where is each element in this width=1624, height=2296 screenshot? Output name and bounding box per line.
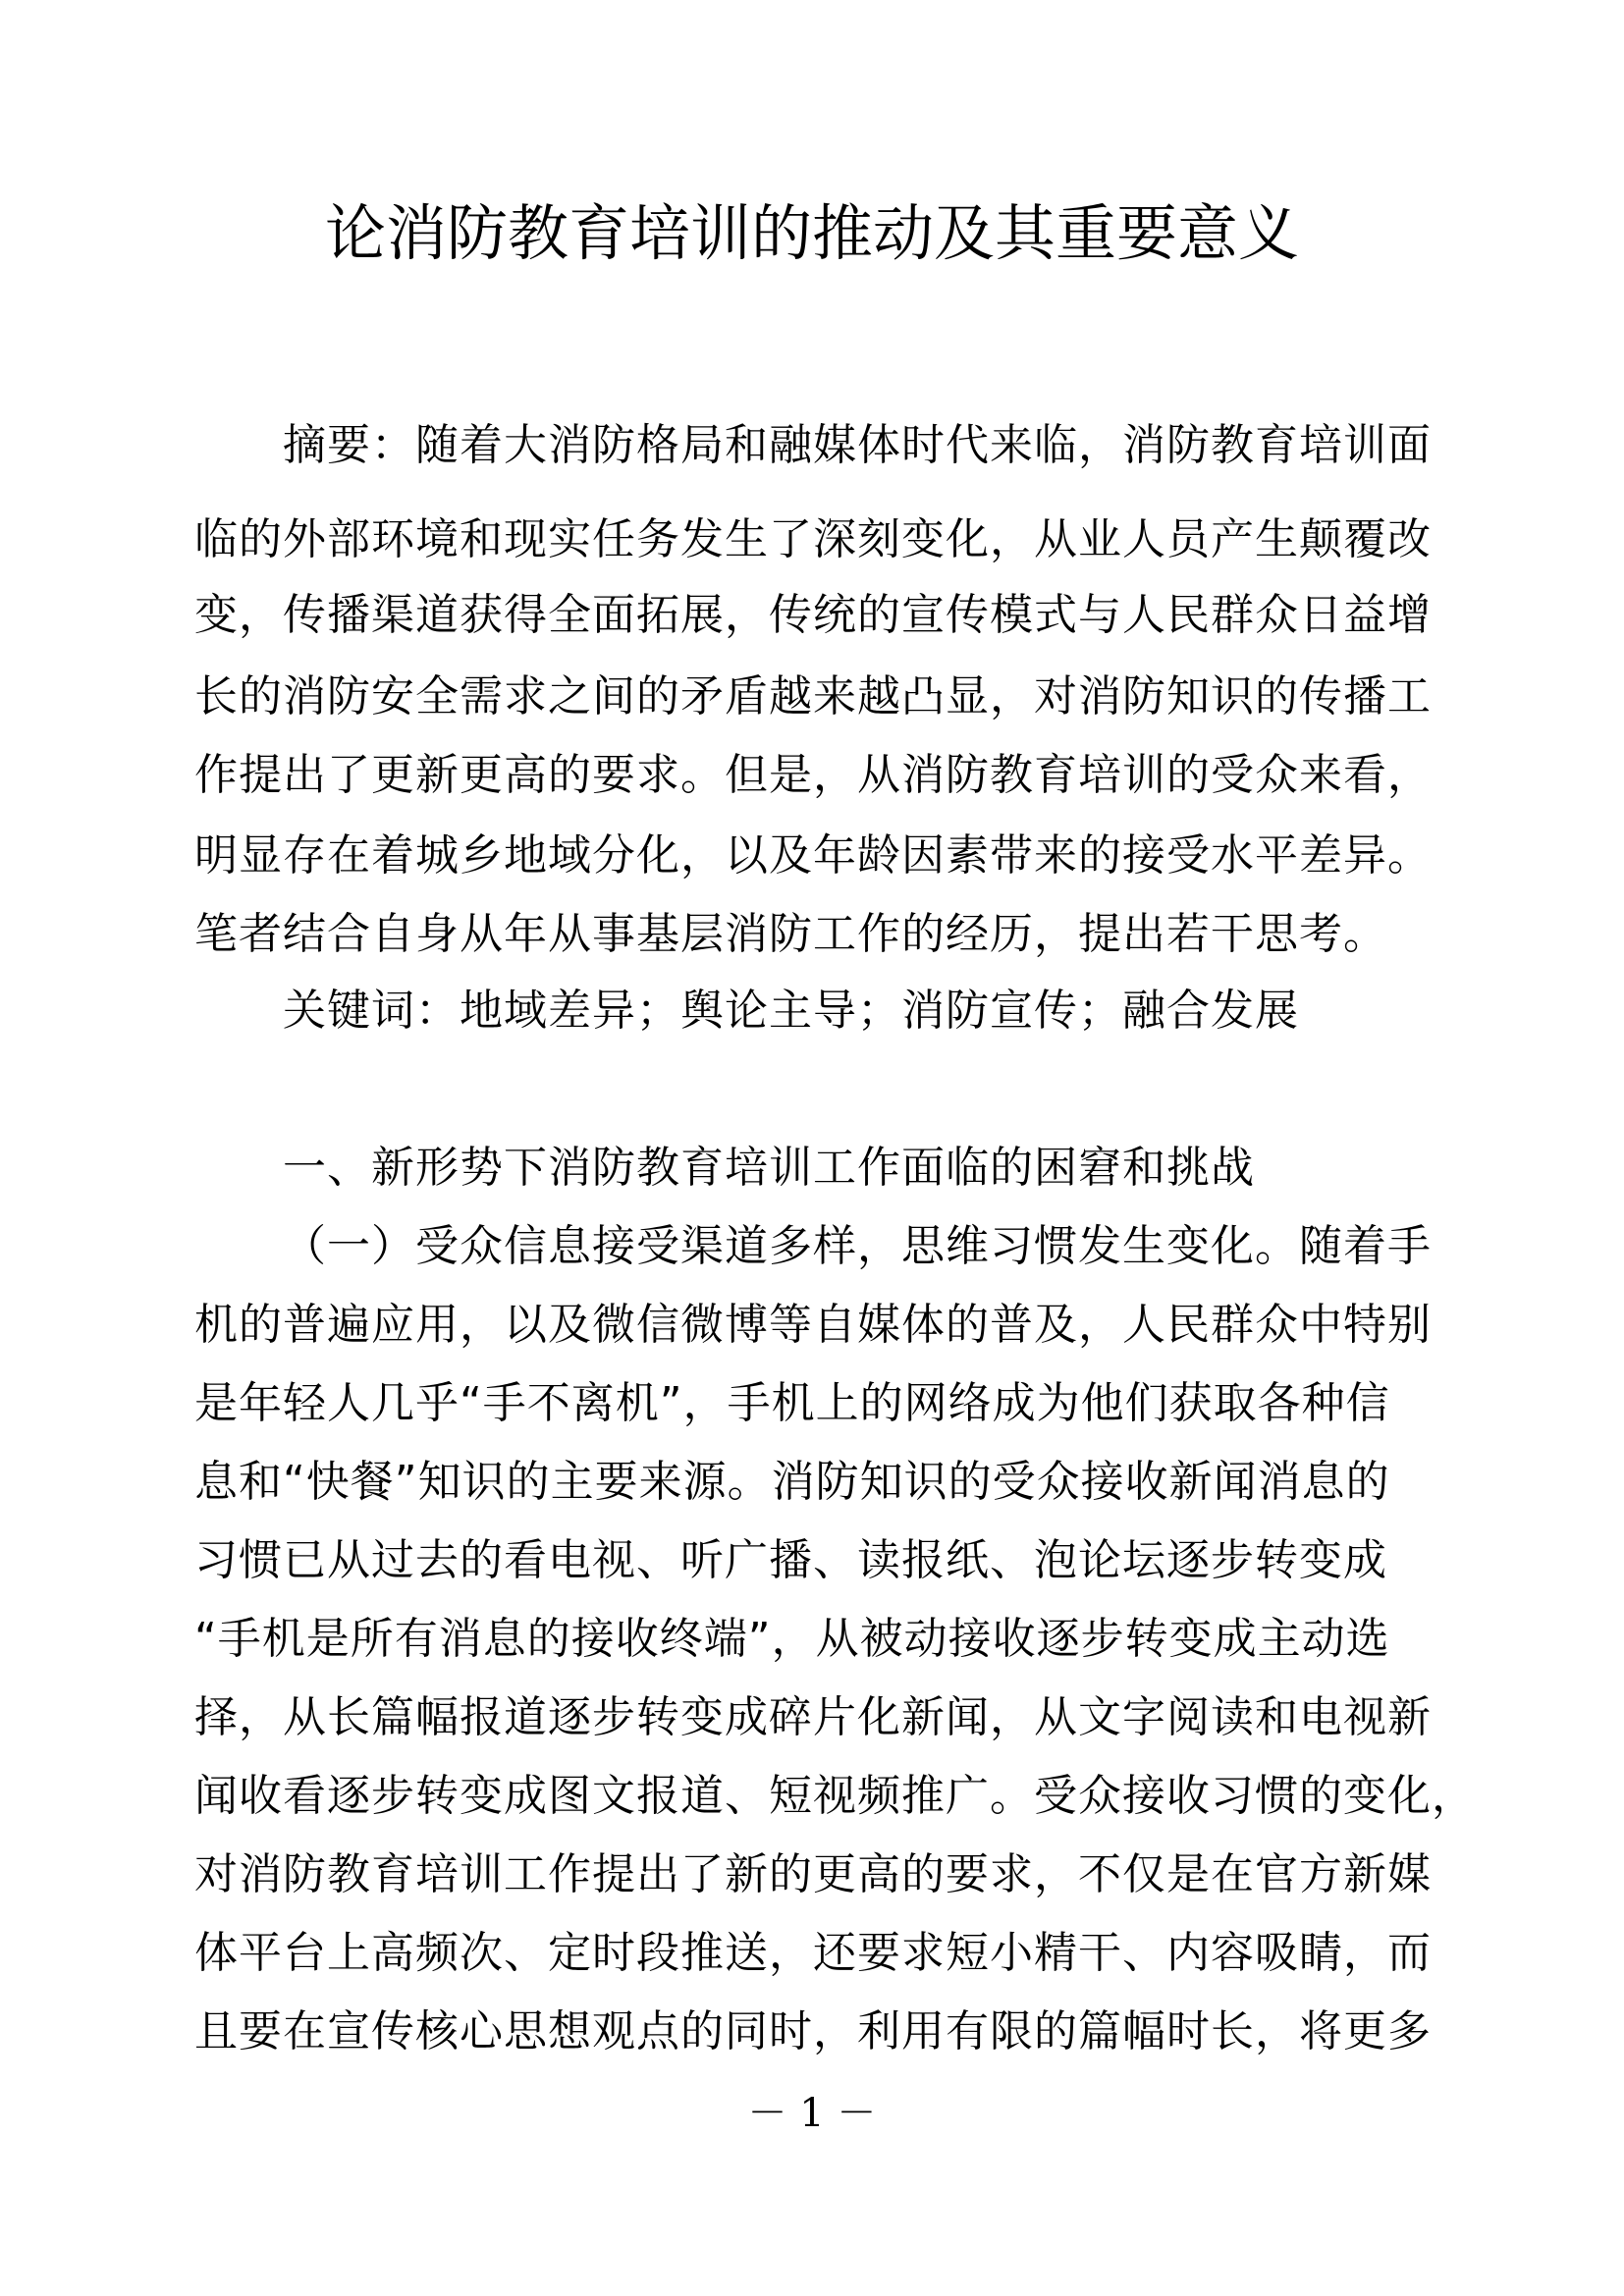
page-number: － 1 － [747, 2091, 877, 2136]
paragraph-line: 择，从长篇幅报道逐步转变成碎片化新闻，从文字阅读和电视新 [194, 1692, 1432, 1742]
paragraph-line: 对消防教育培训工作提出了新的更高的要求，不仅是在官方新媒 [194, 1849, 1432, 1899]
paragraph-line: “手机是所有消息的接收终端”，从被动接收逐步转变成主动选 [194, 1614, 1390, 1664]
paragraph-line: 闻收看逐步转变成图文报道、短视频推广。受众接收习惯的变化， [194, 1771, 1476, 1821]
abstract-line: 笔者结合自身从年从事基层消防工作的经历，提出若干思考。 [194, 909, 1387, 959]
paragraph-line: 习惯已从过去的看电视、听广播、读报纸、泡论坛逐步转变成 [194, 1535, 1387, 1585]
paragraph-line: 是年轻人几乎“手不离机”，手机上的网络成为他们获取各种信 [194, 1378, 1390, 1428]
paragraph-line: （一）受众信息接受渠道多样，思维习惯发生变化。随着手 [283, 1221, 1432, 1271]
abstract-line: 长的消防安全需求之间的矛盾越来越凸显，对消防知识的传播工 [194, 671, 1432, 721]
document-title: 论消防教育培训的推动及其重要意义 [324, 197, 1299, 269]
abstract-line: 明显存在着城乡地域分化，以及年龄因素带来的接受水平差异。 [194, 830, 1432, 881]
abstract-line: 变，传播渠道获得全面拓展，传统的宣传模式与人民群众日益增 [194, 590, 1432, 640]
paragraph-line: 且要在宣传核心思想观点的同时，利用有限的篇幅时长，将更多 [194, 2006, 1432, 2056]
paragraph-line: 机的普遍应用，以及微信微博等自媒体的普及，人民群众中特别 [194, 1300, 1432, 1350]
abstract-line: 摘要：随着大消防格局和融媒体时代来临，消防教育培训面 [283, 420, 1432, 470]
abstract-line: 临的外部环境和现实任务发生了深刻变化，从业人员产生颠覆改 [194, 514, 1432, 564]
keywords: 关键词：地域差异；舆论主导；消防宣传；融合发展 [283, 986, 1299, 1036]
section-heading: 一、新形势下消防教育培训工作面临的困窘和挑战 [283, 1143, 1255, 1193]
abstract-line: 作提出了更新更高的要求。但是，从消防教育培训的受众来看， [194, 750, 1432, 800]
paragraph-line: 息和“快餐”知识的主要来源。消防知识的受众接收新闻消息的 [194, 1457, 1390, 1507]
paragraph-line: 体平台上高频次、定时段推送，还要求短小精干、内容吸睛，而 [194, 1928, 1432, 1978]
